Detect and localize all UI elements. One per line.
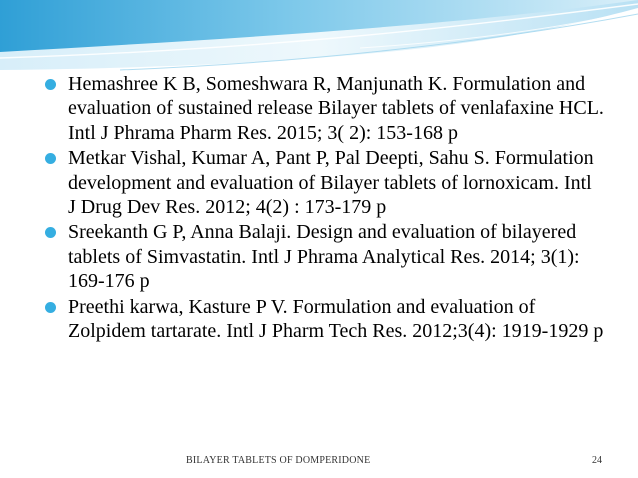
- bullet-dot-icon: [45, 227, 56, 238]
- bullet-dot-icon: [45, 79, 56, 90]
- bullet-dot-icon: [45, 153, 56, 164]
- reference-text: Hemashree K B, Someshwara R, Manjunath K. Formulation and evaluation of sustained release Bilayer tablets of venlafaxine HCL. Intl J Phrama Pharm Res. 2015; 3( 2): 153-168 p: [68, 73, 604, 144]
- header-wave-decoration: [0, 0, 638, 80]
- bullet-dot-icon: [45, 302, 56, 313]
- slide-footer: [0, 455, 638, 471]
- reference-list: [44, 72, 604, 344]
- reference-text: Sreekanth G P, Anna Balaji. Design and evaluation of bilayered tablets of Simvastatin. Intl J Phrama Analytical Res. 2014; 3(1): 169-176 p: [68, 221, 580, 293]
- reference-text: Metkar Vishal, Kumar A, Pant P, Pal Deepti, Sahu S. Formulation development and evaluation of Bilayer tablets of lornoxicam. Intl J Drug Dev Res. 2012; 4(2) : 173-179 p: [68, 147, 594, 219]
- page-number: 24: [592, 455, 602, 466]
- reference-item-2: [44, 146, 604, 219]
- reference-item-3: [44, 220, 604, 293]
- footer-title: BILAYER TABLETS OF DOMPERIDONE: [186, 455, 371, 466]
- reference-item-4: [44, 295, 604, 344]
- reference-text: Preethi karwa, Kasture P V. Formulation and evaluation of Zolpidem tartarate. Intl J Pharm Tech Res. 2012;3(4): 1919-1929 p: [68, 295, 604, 343]
- reference-item-1: [44, 72, 604, 145]
